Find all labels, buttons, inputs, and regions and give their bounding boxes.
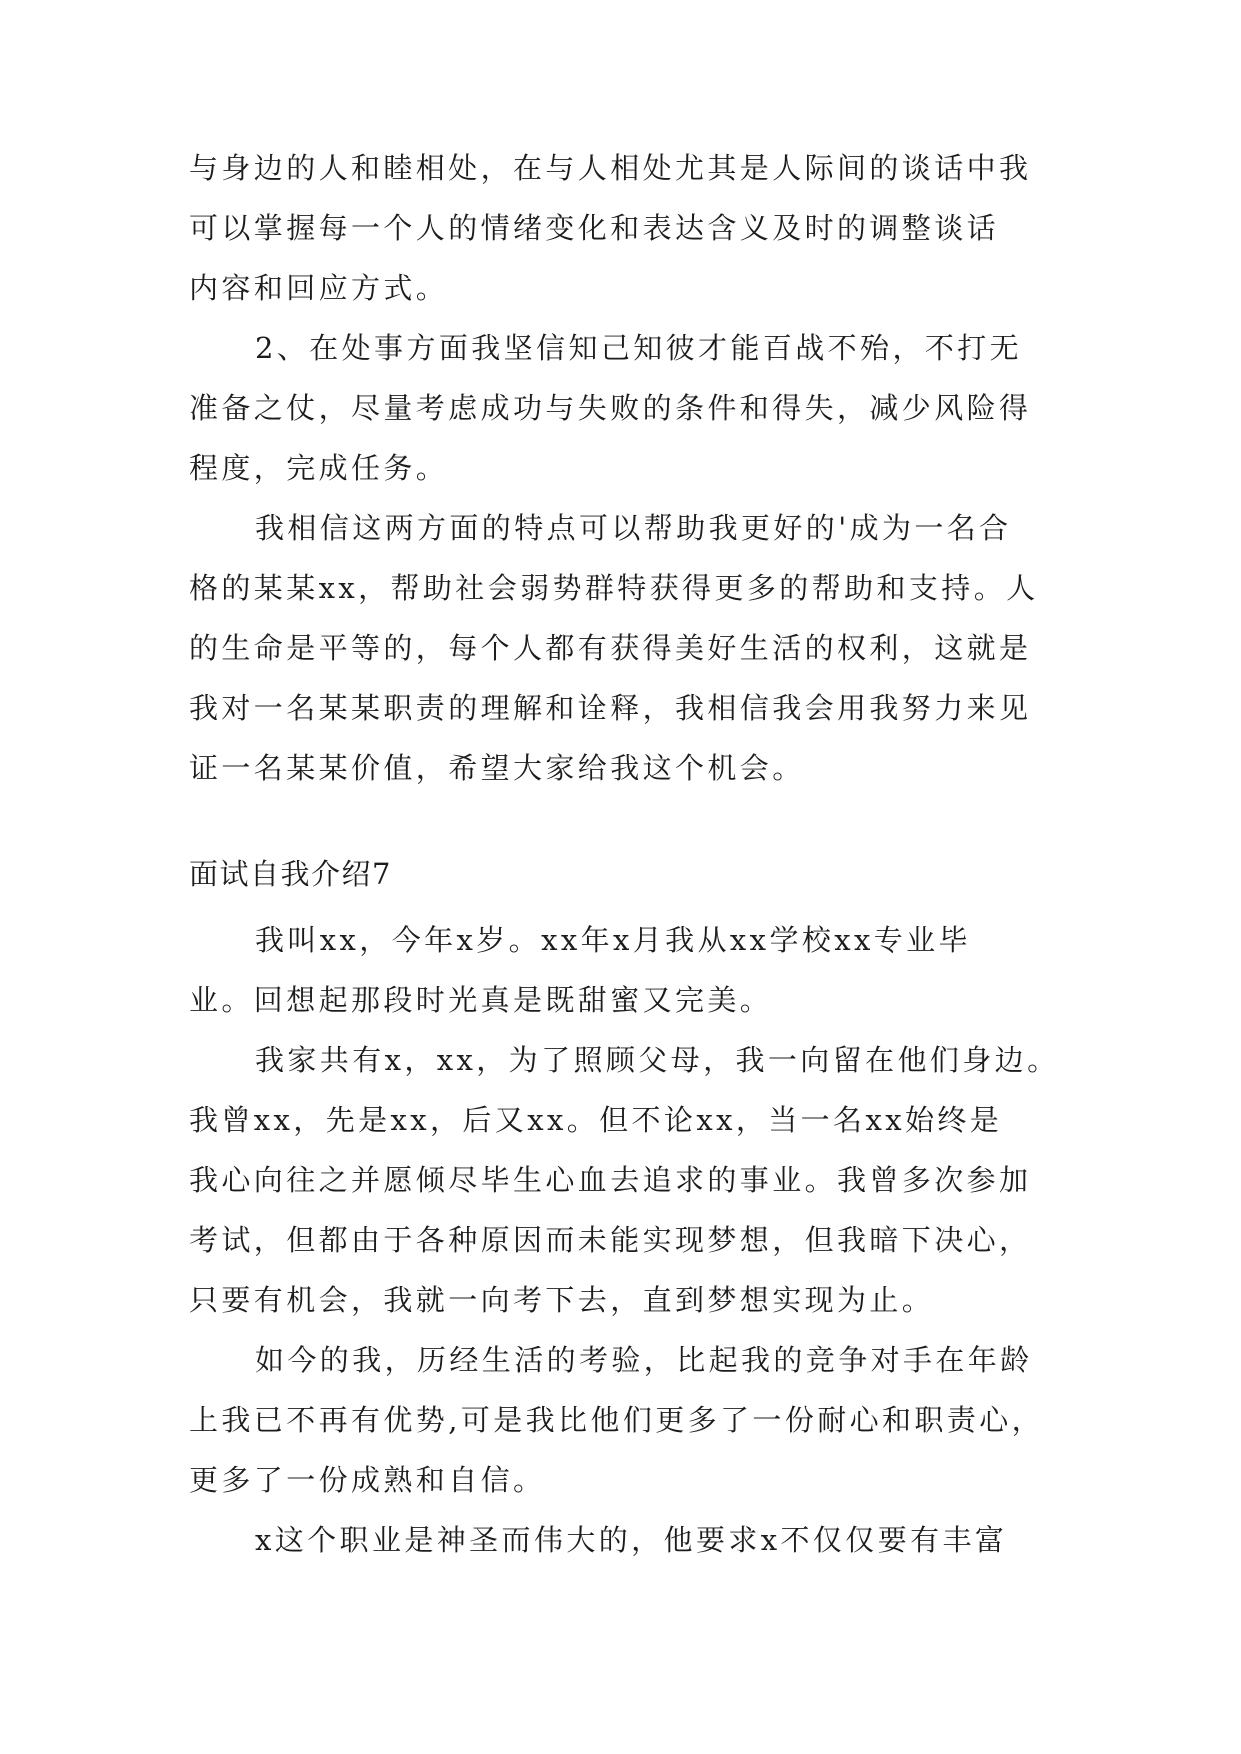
paragraph-line: 考试，但都由于各种原因而未能实现梦想，但我暗下决心， (189, 1223, 1032, 1257)
paragraph-line: 可以掌握每一个人的情绪变化和表达含义及时的调整谈话 (189, 211, 1000, 245)
paragraph-line: 上我已不再有优势,可是我比他们更多了一份耐心和职责心， (189, 1403, 1045, 1437)
paragraph-line: x这个职业是神圣而伟大的，他要求x不仅仅要有丰富 (255, 1523, 1008, 1557)
paragraph-line: 准备之仗，尽量考虑成功与失败的条件和得失，减少风险得 (189, 391, 1032, 425)
paragraph-line: 与身边的人和睦相处，在与人相处尤其是人际间的谈话中我 (189, 151, 1032, 185)
paragraph-line: 证一名某某价值，希望大家给我这个机会。 (189, 751, 805, 785)
paragraph-line: 我叫xx，今年x岁。xx年x月我从xx学校xx专业毕 (255, 923, 971, 957)
section-heading: 面试自我介绍7 (189, 857, 392, 891)
paragraph-line: 的生命是平等的，每个人都有获得美好生活的权利，这就是 (189, 631, 1032, 665)
section-b-body (189, 910, 1060, 1570)
paragraph-line: 我曾xx，先是xx，后又xx。但不论xx，当一名xx始终是 (189, 1103, 1003, 1137)
paragraph-line: 我相信这两方面的特点可以帮助我更好的'成为一名合 (255, 511, 1012, 545)
paragraph-line: 我心向往之并愿倾尽毕生心血去追求的事业。我曾多次参加 (189, 1163, 1032, 1197)
paragraph-line: 只要有机会，我就一向考下去，直到梦想实现为止。 (189, 1283, 935, 1317)
paragraph-line: 更多了一份成熟和自信。 (189, 1463, 546, 1497)
paragraph-line: 2、在处事方面我坚信知己知彼才能百战不殆，不打无 (255, 331, 1023, 365)
paragraph-line: 格的某某xx，帮助社会弱势群特获得更多的帮助和支持。人 (189, 571, 1039, 605)
section-a-body (189, 138, 1049, 798)
paragraph-line: 业。回想起那段时光真是既甜蜜又完美。 (189, 983, 773, 1017)
paragraph-line: 如今的我，历经生活的考验，比起我的竞争对手在年龄 (255, 1343, 1033, 1377)
paragraph-line: 我对一名某某职责的理解和诠释，我相信我会用我努力来见 (189, 691, 1032, 725)
paragraph-line: 程度，完成任务。 (189, 451, 449, 485)
paragraph-line: 我家共有x，xx，为了照顾父母，我一向留在他们身边。 (255, 1043, 1060, 1077)
paragraph-line: 内容和回应方式。 (189, 271, 449, 305)
